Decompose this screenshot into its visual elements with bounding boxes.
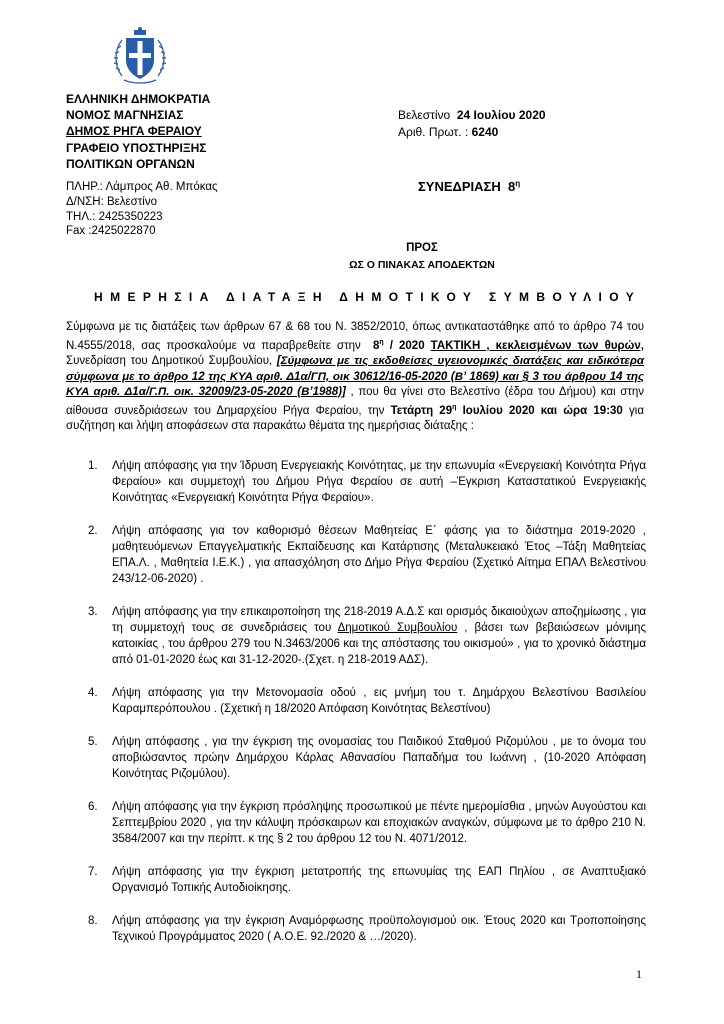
agenda-item-text: Λήψη απόφασης για την Ίδρυση Ενεργειακής Κοινότητας, με την επωνυμία «Ενεργειακή Κοινότητα Ρήγα Φεραίου» και συμμετοχή του Δήμου Ρήγα Φεραίου σε αυτή –Έγκριση Καταστατικού Ενεργειακής Κοινότητας «Ενεργειακή Κοινότητα Ρήγα Φεραίου».: [112, 460, 646, 504]
coat-of-arms-icon: [112, 26, 168, 88]
header-line-municipality: ΔΗΜΟΣ ΡΗΓΑ ΦΕΡΑΙΟΥ: [66, 124, 202, 139]
header-line: ΕΛΛΗΝΙΚΗ ΔΗΜΟΚΡΑΤΙΑ: [66, 92, 211, 106]
intro-session: [367, 340, 425, 352]
intro-day-rest: Ιουλίου 2020 και ώρα 19:30: [456, 405, 623, 418]
agenda-item-text: Λήψη απόφασης για την έγκριση Αναμόρφωσης προϋπολογισμού οικ. Έτους 2020 και Τροποποίησης Τεχνικού Προγράμματος 2020 ( Α.Ο.Ε. 92./2020 & …/2020).: [112, 915, 646, 943]
date-protocol-block: [398, 107, 546, 141]
agenda-item-number: 7.: [88, 866, 98, 878]
intro-day-sup: η: [452, 404, 457, 412]
intro-session-num: 8: [372, 340, 380, 353]
agenda-item-number: 2.: [88, 525, 98, 537]
agenda-item-number: 1.: [88, 460, 98, 472]
agenda-item: [88, 685, 646, 717]
agenda-item-number: 3.: [88, 606, 98, 618]
agenda-item-text: Λήψη απόφασης για την έγκριση μετατροπής της επωνυμίας της ΕΑΠ Πηλίου , σε Αναπτυξιακό Οργανισμό Τοπικής Αυτοδιοίκησης.: [112, 866, 646, 894]
header-line: ΝΟΜΟΣ ΜΑΓΝΗΣΙΑΣ: [66, 108, 184, 123]
date-line: [398, 107, 546, 124]
agenda-item-text: Λήψη απόφασης για την Μετονομασία οδού , εις μνήμη του τ. Δημάρχου Βελεστίνου Βασιλείου Καραμπερόπουλου . (Σχετική η 18/2020 Απόφαση Κοινότητας Βελεστίνου): [112, 687, 646, 715]
addressee-to: ΠΡΟΣ: [406, 242, 438, 254]
header-line: ΓΡΑΦΕΙΟ ΥΠΟΣΤΗΡΙΞΗΣ: [66, 140, 207, 155]
agenda-list: [88, 458, 646, 945]
intro-type: ΤΑΚΤΙΚΗ , κεκλεισμένων των θυρών,: [430, 340, 644, 353]
session-number: 8: [507, 179, 516, 194]
agenda-item-text-part: , βάσει των βεβαιώσεων μόνιμης κατοικίας , του άρθρου 279 του Ν.3463/2006 και της απόστασης του οικισμού» , για το χρονικό διάστημα από 01-01-2020 έως και 31-12-2020-.(Σχετ. η 218-2019 ΑΔΣ).: [112, 622, 646, 666]
protocol-line: [398, 124, 546, 141]
agenda-item: [88, 864, 646, 896]
date: 24 Ιουλίου 2020: [456, 108, 546, 122]
intro-text: Συνεδρίαση του Δημοτικού Συμβουλίου,: [66, 355, 277, 368]
protocol-number: 6240: [471, 125, 499, 139]
agenda-item: [88, 913, 646, 945]
page-number: 1: [636, 967, 642, 981]
agenda-item-number: 6.: [88, 801, 98, 813]
agenda-item-text: [112, 606, 646, 666]
agenda-item-number: 5.: [88, 736, 98, 748]
contact-block: [66, 180, 218, 239]
agenda-item-number: 8.: [88, 915, 98, 927]
intro-text: Σύμφωνα με τις διατάξεις των άρθρων 67 & 68 του Ν. 3852/2010, όπως αντικαταστάθηκε από το άρθρο 74 του Ν.4555/2018, σας προσκαλούμε να παραβρεθείτε στην: [66, 321, 644, 353]
contact-line: ΠΛΗΡ.: Λάμπρος Αθ. Μπόκας: [66, 181, 218, 193]
protocol-label: Αριθ. Πρωτ. :: [398, 125, 469, 139]
document-title: ΗΜΕΡΗΣΙΑ ΔΙΑΤΑΞΗ ΔΗΜΟΤΙΚΟΥ ΣΥΜΒΟΥΛΙΟΥ: [94, 290, 642, 304]
intro-text: , που θα γίνει στο Βελεστίνο (έδρα του Δήμου) και στην αίθουσα συνεδριάσεων του Δημαρχείου Ρήγα Φεραίου, την: [66, 385, 645, 418]
agenda-item: [88, 523, 646, 587]
agenda-item: [88, 799, 646, 847]
intro-paragraph: [66, 320, 644, 434]
intro-text: για συζήτηση και λήψη αποφάσεων στα παρακάτω θέματα της ημερήσιας διάταξης :: [66, 405, 644, 433]
addressee-recipients: ΩΣ Ο ΠΙΝΑΚΑΣ ΑΠΟΔΕΚΤΩΝ: [349, 259, 495, 271]
agenda-item-text: Λήψη απόφασης για την έγκριση πρόσληψης προσωπικού με πέντε ημερομίσθια , μηνών Αυγούστου και Σεπτεμβρίου 2020 , για την κάλυψη πρόσκαιρων και εποχιακών αναγκών, σύμφωνα με το άρθρο 210 Ν. 3584/2007 και την περίπτ. κ της § 2 του άρθρου 12 του Ν. 4071/2012.: [112, 801, 646, 845]
contact-line: Δ/ΝΣΗ: Βελεστίνο: [66, 195, 158, 208]
agenda-item-text: Λήψη απόφασης για τον καθορισμό θέσεων Μαθητείας Ε΄ φάσης για το διάστημα 2019-2020 , μαθητευόμενων Επαγγελματικής Εκπαίδευσης και Κατάρτισης (Μεταλυκειακό Έτος –Τάξη Μαθητείας ΕΠΑ.Λ. , Μαθητεία Ι.Ε.Κ.) , για απασχόληση στο Δήμο Ρήγα Φεραίου (Σχετικό Αίτημα ΕΠΑΛ Βελεστίνου 243/12-06-2020) .: [112, 525, 646, 585]
agenda-item: [88, 458, 646, 506]
place: Βελεστίνο: [398, 108, 451, 122]
agenda-item: [88, 734, 646, 782]
agenda-item-text: Λήψη απόφασης , για την έγκριση της ονομασίας του Παιδικού Σταθμού Ριζομύλου , με το όνομα του αποβιώσαντος πρώην Δημάρχου Κάρλας Αθανασίου Παπαδήμα του Ιωάννη , (10-2020 Απόφαση Κοινότητας Ριζομύλου).: [112, 736, 646, 780]
intro-day: Τετάρτη 29: [390, 405, 453, 418]
session-label: [418, 178, 520, 195]
header-line: ΠΟΛΙΤΙΚΩΝ ΟΡΓΑΝΩΝ: [66, 156, 195, 171]
intro-legal-basis: [Σύμφωνα με τις εκδοθείσες υγειονομικές διατάξεις και ειδικότερα σύμφωνα με το άρθρο 12 της ΚΥΑ αριθ. Δ1α/ΓΠ, οικ 30612/16-05-2020 (Β’ 1869) και § 3 του άρθρου 14 της ΚΥΑ αριθ. Δ1α/Γ.Π. οικ. 32009/23-05-2020 (Β’1988)]: [66, 355, 644, 398]
agenda-item-text-underlined: Δημοτικού Συμβουλίου: [337, 622, 458, 634]
intro-datetime: [391, 405, 623, 417]
agenda-item-number: 4.: [88, 687, 98, 699]
intro-session-sup: η: [379, 339, 384, 347]
intro-session-rest: / 2020: [383, 340, 425, 353]
session-word: ΣΥΝΕΔΡΙΑΣΗ: [418, 179, 501, 194]
agenda-item: [88, 604, 646, 668]
contact-line: Fax :2425022870: [66, 225, 156, 238]
contact-line: ΤΗΛ.: 2425350223: [66, 210, 163, 223]
session-suffix: η: [515, 179, 521, 188]
agenda-item-text-part: Λήψη απόφασης για την επικαιροποίηση της 218-2019 Α.Δ.Σ και ορισμός δικαιούχων αποζημίωσης , για τη συμμετοχή τους σε συνεδριάσεις του: [112, 606, 646, 634]
issuer-header: [66, 91, 210, 172]
